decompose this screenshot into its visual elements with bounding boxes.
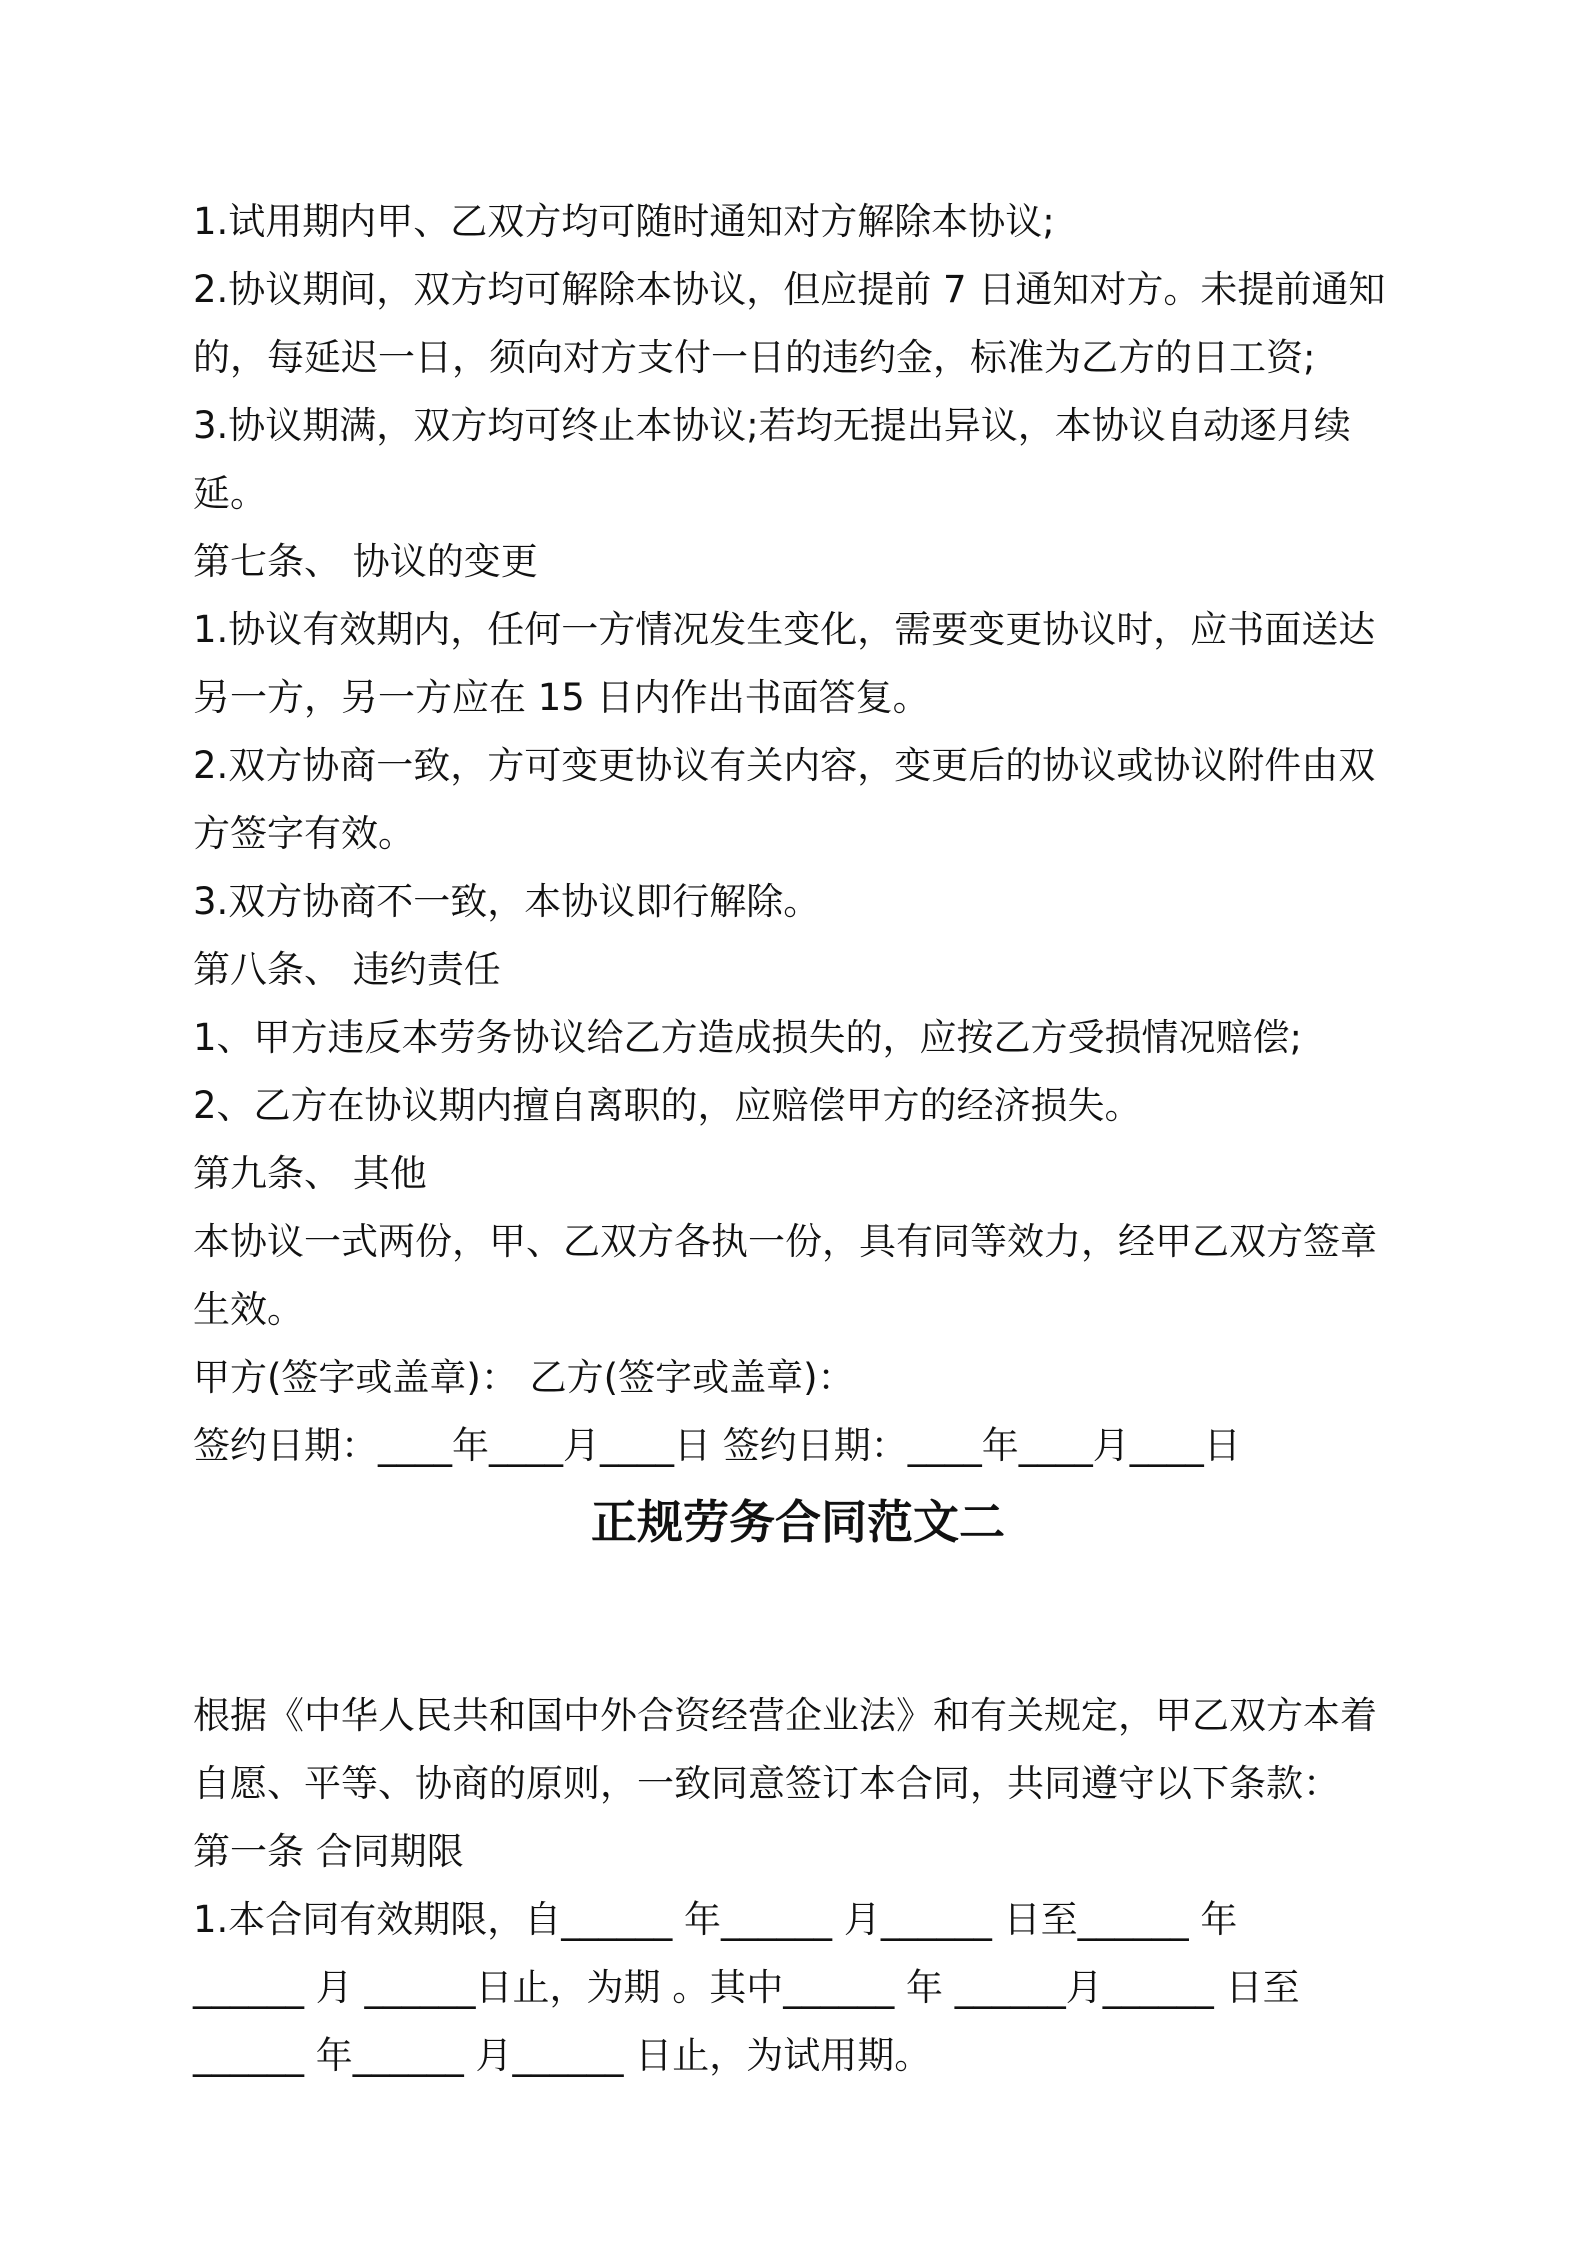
paragraph-line: 1.试用期内甲、乙双方均可随时通知对方解除本协议; — [193, 200, 1055, 243]
section-termination-clauses — [193, 188, 1403, 1480]
paragraph-line: 生效。 — [193, 1288, 304, 1331]
paragraph-line: 本协议一式两份，甲、乙双方各执一份，具有同等效力，经甲乙双方签章 — [193, 1220, 1377, 1263]
paragraph-line: 1、甲方违反本劳务协议给乙方造成损失的，应按乙方受损情况赔偿; — [193, 1016, 1303, 1059]
paragraph-line: 延。 — [193, 472, 267, 515]
paragraph-line: ______ 月 ______日止，为期 。其中______ 年 ______月______ 日至 — [193, 1966, 1300, 2009]
paragraph-line: 2.双方协商一致，方可变更协议有关内容，变更后的协议或协议附件由双 — [193, 744, 1376, 787]
paragraph-line: 2.协议期间，双方均可解除本协议，但应提前 7 日通知对方。未提前通知 — [193, 268, 1386, 311]
article-heading: 第一条 合同期限 — [193, 1830, 464, 1873]
article-heading: 第七条、 协议的变更 — [193, 540, 538, 583]
paragraph-line: ______ 年______ 月______ 日止，为试用期。 — [193, 2034, 932, 2077]
paragraph-line: 2、乙方在协议期内擅自离职的，应赔偿甲方的经济损失。 — [193, 1084, 1142, 1127]
signature-line: 甲方(签字或盖章)： 乙方(签字或盖章)： — [193, 1356, 855, 1399]
paragraph-line: 1.协议有效期内，任何一方情况发生变化，需要变更协议时，应书面送达 — [193, 608, 1376, 651]
document-title: 正规劳务合同范文二 — [591, 1495, 1005, 1549]
section-contract-two — [193, 1682, 1403, 2090]
paragraph-line: 根据《中华人民共和国中外合资经营企业法》和有关规定，甲乙双方本着 — [193, 1694, 1377, 1737]
article-heading: 第八条、 违约责任 — [193, 948, 501, 991]
signing-date-line: 签约日期：____年____月____日 签约日期：____年____月____日 — [193, 1424, 1241, 1467]
paragraph-line: 3.双方协商不一致，本协议即行解除。 — [193, 880, 821, 923]
document-content — [193, 188, 1403, 2090]
paragraph-line: 另一方，另一方应在 15 日内作出书面答复。 — [193, 676, 930, 719]
paragraph-line: 自愿、平等、协商的原则，一致同意签订本合同，共同遵守以下条款： — [193, 1762, 1340, 1805]
paragraph-line: 1.本合同有效期限，自______ 年______ 月______ 日至______ 年 — [193, 1898, 1238, 1941]
article-heading: 第九条、 其他 — [193, 1152, 427, 1195]
paragraph-line: 方签字有效。 — [193, 812, 415, 855]
paragraph-line: 的，每延迟一日，须向对方支付一日的违约金，标准为乙方的日工资; — [193, 336, 1316, 379]
paragraph-line: 3.协议期满，双方均可终止本协议;若均无提出异议，本协议自动逐月续 — [193, 404, 1351, 447]
